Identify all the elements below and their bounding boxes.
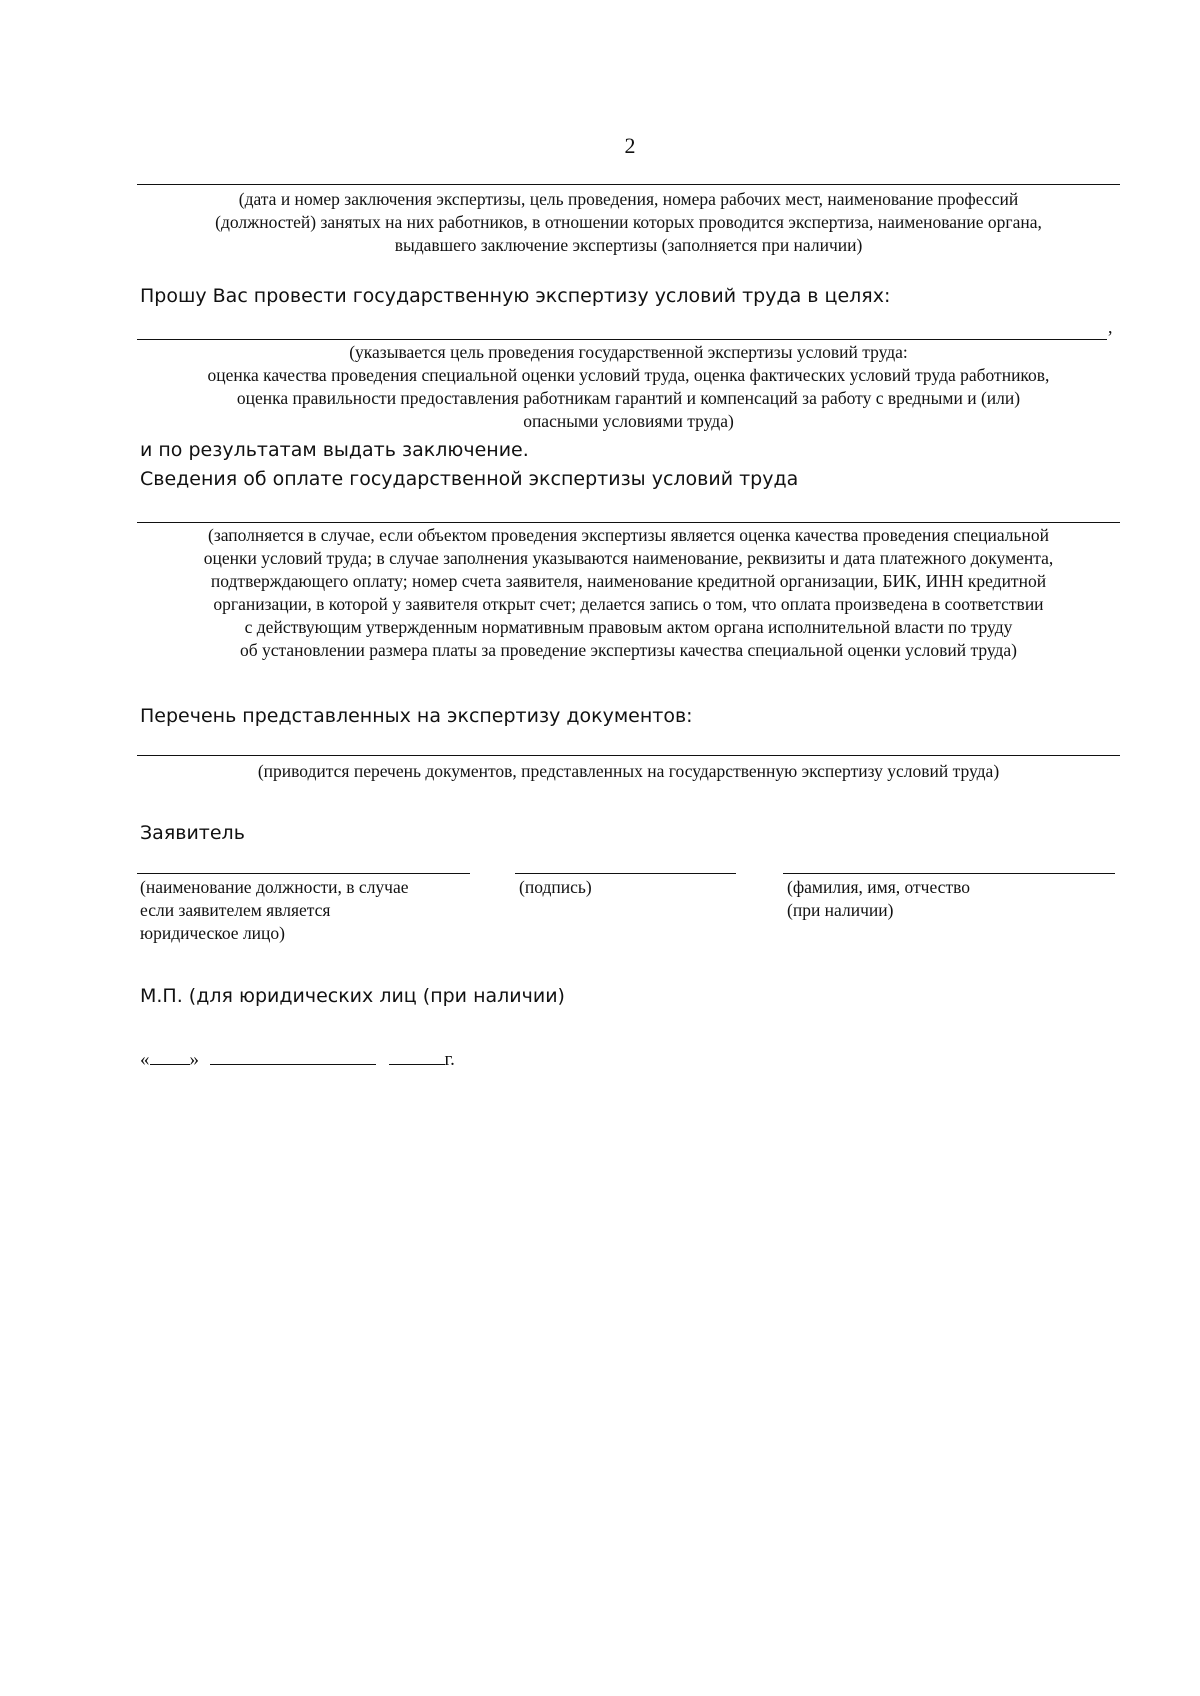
- documents-field-line[interactable]: [137, 755, 1120, 756]
- position-field-line[interactable]: [137, 873, 470, 874]
- conclusion-note-line-3: выдавшего заключение экспертизы (заполняется при наличии): [394, 235, 863, 255]
- payment-heading: Сведения об оплате государственной экспертизы условий труда: [140, 468, 799, 490]
- stamp-line: М.П. (для юридических лиц (при наличии): [140, 985, 565, 1007]
- purpose-note-line-1: (указывается цель проведения государственной экспертизы условий труда:: [349, 342, 908, 362]
- payment-note-line-1: (заполняется в случае, если объектом проведения экспертизы является оценка качества проведения специальной: [208, 525, 1049, 545]
- date-line: [140, 1046, 455, 1071]
- documents-note: (приводится перечень документов, представленных на государственную экспертизу условий труда): [257, 761, 1000, 781]
- position-note-line-1: (наименование должности, в случае: [140, 877, 409, 897]
- date-close-quote: »: [189, 1049, 199, 1070]
- issue-conclusion-text: и по результатам выдать заключение.: [140, 439, 529, 461]
- date-open-quote: «: [140, 1049, 150, 1070]
- conclusion-note-line-2: (должностей) занятых на них работников, в отношении которых проводится экспертиза, наименование органа,: [215, 212, 1042, 232]
- full-name-note-line-2: (при наличии): [787, 900, 894, 920]
- request-heading: Прошу Вас провести государственную экспертизу условий труда в целях:: [140, 285, 891, 307]
- date-year-suffix: г.: [444, 1049, 455, 1070]
- full-name-note-line-1: (фамилия, имя, отчество: [787, 877, 970, 897]
- position-note-line-3: юридическое лицо): [140, 923, 285, 943]
- date-month-field[interactable]: [210, 1046, 376, 1065]
- purpose-field-line[interactable]: [137, 339, 1107, 340]
- date-day-field[interactable]: [150, 1046, 190, 1065]
- payment-note-line-3: подтверждающего оплату; номер счета заявителя, наименование кредитной организации, БИК, ИНН кредитной: [210, 571, 1047, 591]
- payment-note-line-5: с действующим утвержденным нормативным правовым актом органа исполнительной власти по труду: [244, 617, 1013, 637]
- position-note-line-2: если заявителем является: [140, 900, 331, 920]
- purpose-note-line-2: оценка качества проведения специальной оценки условий труда, оценка фактических условий труда работников,: [207, 365, 1050, 385]
- applicant-heading: Заявитель: [140, 822, 245, 844]
- conclusion-field-line[interactable]: [137, 184, 1120, 185]
- conclusion-note-line-1: (дата и номер заключения экспертизы, цель проведения, номера рабочих мест, наименование профессий: [238, 189, 1019, 209]
- signature-field-line[interactable]: [515, 873, 736, 874]
- purpose-note-line-3: оценка правильности предоставления работникам гарантий и компенсаций за работу с вредными и (или): [236, 388, 1021, 408]
- payment-field-line[interactable]: [137, 522, 1120, 523]
- page-number: 2: [624, 133, 636, 158]
- date-year-field[interactable]: [389, 1046, 445, 1065]
- signature-note: (подпись): [519, 877, 592, 897]
- documents-heading: Перечень представленных на экспертизу документов:: [140, 705, 693, 727]
- payment-note-line-2: оценки условий труда; в случае заполнения указываются наименование, реквизиты и дата платежного документа,: [203, 548, 1054, 568]
- purpose-comma: ,: [1108, 317, 1113, 337]
- payment-note-line-4: организации, в которой у заявителя открыт счет; делается запись о том, что оплата произведена в соответствии: [213, 594, 1044, 614]
- purpose-note-line-4: опасными условиями труда): [523, 411, 734, 431]
- payment-note-line-6: об установлении размера платы за проведение экспертизы качества специальной оценки условий труда): [239, 640, 1018, 660]
- full-name-field-line[interactable]: [783, 873, 1115, 874]
